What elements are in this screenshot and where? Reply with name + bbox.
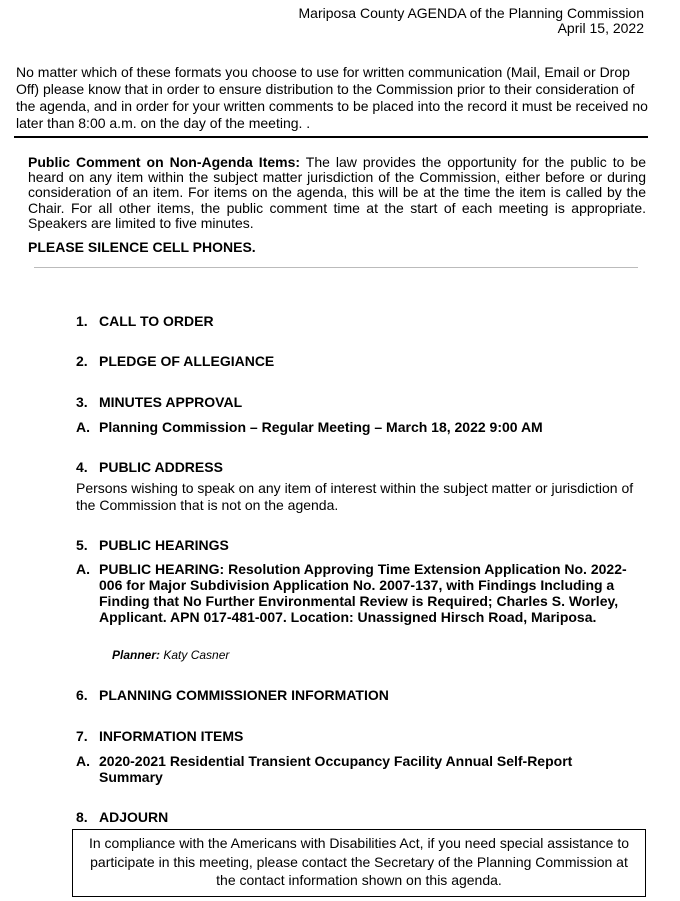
agenda-item-information-items [76, 728, 243, 744]
agenda-item-minutes-approval [76, 394, 242, 410]
information-subitem [76, 753, 616, 785]
item-label: ADJOURN [99, 809, 169, 825]
item-number: 3. [76, 394, 88, 410]
subitem-letter: A. [76, 419, 90, 435]
item-number: 7. [76, 728, 88, 744]
item-number: 5. [76, 537, 88, 553]
subitem-text: 2020-2021 Residential Transient Occupancy Facility Annual Self-Report Summary [99, 753, 573, 785]
ada-notice-text: In compliance with the Americans with Disabilities Act, if you need special assistance to participate in this meeting, please contact the Secretary of the Planning Commission at the contact information shown on this agenda. [88, 835, 630, 888]
agenda-item-adjourn [76, 809, 168, 825]
subitem-letter: A. [76, 561, 90, 577]
header-date: April 15, 2022 [557, 20, 644, 36]
subitem-text: Planning Commission – Regular Meeting – March 18, 2022 9:00 AM [99, 419, 543, 435]
minutes-subitem [76, 419, 648, 435]
agenda-item-pledge [76, 353, 274, 369]
agenda-item-commissioner-information [76, 687, 389, 703]
public-comment-body: The law provides the opportunity for the public to be heard on any item within the subject matter jurisdiction of the Commission, either before or during consideration of an item. For items on the agenda, this will be at the time the item is called by the Chair. For all other items, the public comment time at the start of each meeting is appropriate. Speakers are limited to five minutes. [28, 154, 646, 231]
planner-label: Planner: [112, 648, 161, 662]
agenda-item-public-address [76, 459, 223, 475]
item-number: 8. [76, 809, 88, 825]
item-label: INFORMATION ITEMS [99, 728, 244, 744]
silence-phones-notice: PLEASE SILENCE CELL PHONES. [28, 239, 256, 255]
item-label: CALL TO ORDER [99, 313, 214, 329]
item-label: PLEDGE OF ALLEGIANCE [99, 353, 275, 369]
item-label: MINUTES APPROVAL [99, 394, 243, 410]
public-comment-paragraph [28, 155, 646, 231]
public-hearing-subitem [76, 561, 648, 625]
header-title: Mariposa County AGENDA of the Planning Commission [298, 5, 644, 21]
item-label: PLANNING COMMISSIONER INFORMATION [99, 687, 389, 703]
planner-line [112, 648, 229, 662]
item-number: 2. [76, 353, 88, 369]
divider [14, 136, 648, 138]
divider [34, 267, 638, 268]
item-label: PUBLIC HEARINGS [99, 537, 229, 553]
subitem-text: PUBLIC HEARING: Resolution Approving Time Extension Application No. 2022-006 for Major Subdivision Application No. 2007-137, with Findings Including a Finding that No Further Environmental Review is Required; Charles S. Worley, Applicant. APN 017-481-007. Location: Unassigned Hirsch Road, Mariposa. [99, 561, 627, 625]
agenda-item-call-to-order [76, 313, 214, 329]
item-number: 6. [76, 687, 88, 703]
item-number: 1. [76, 313, 88, 329]
item-number: 4. [76, 459, 88, 475]
public-comment-heading: Public Comment on Non-Agenda Items: [28, 154, 301, 170]
intro-paragraph: No matter which of these formats you choose to use for written communication (Mail, Email or Drop Off) please know that in order to ensure distribution to the Commission prior to their consideration of the agenda, and in order for your written comments to be placed into the record it must be received no later than 8:00 a.m. on the day of the meeting. . [16, 64, 648, 131]
planner-name: Katy Casner [163, 648, 230, 662]
item-label: PUBLIC ADDRESS [99, 459, 223, 475]
public-address-text: Persons wishing to speak on any item of interest within the subject matter or jurisdiction of the Commission that is not on the agenda. [76, 480, 634, 513]
agenda-item-public-hearings [76, 537, 229, 553]
ada-notice-box [72, 829, 646, 897]
subitem-letter: A. [76, 753, 90, 769]
